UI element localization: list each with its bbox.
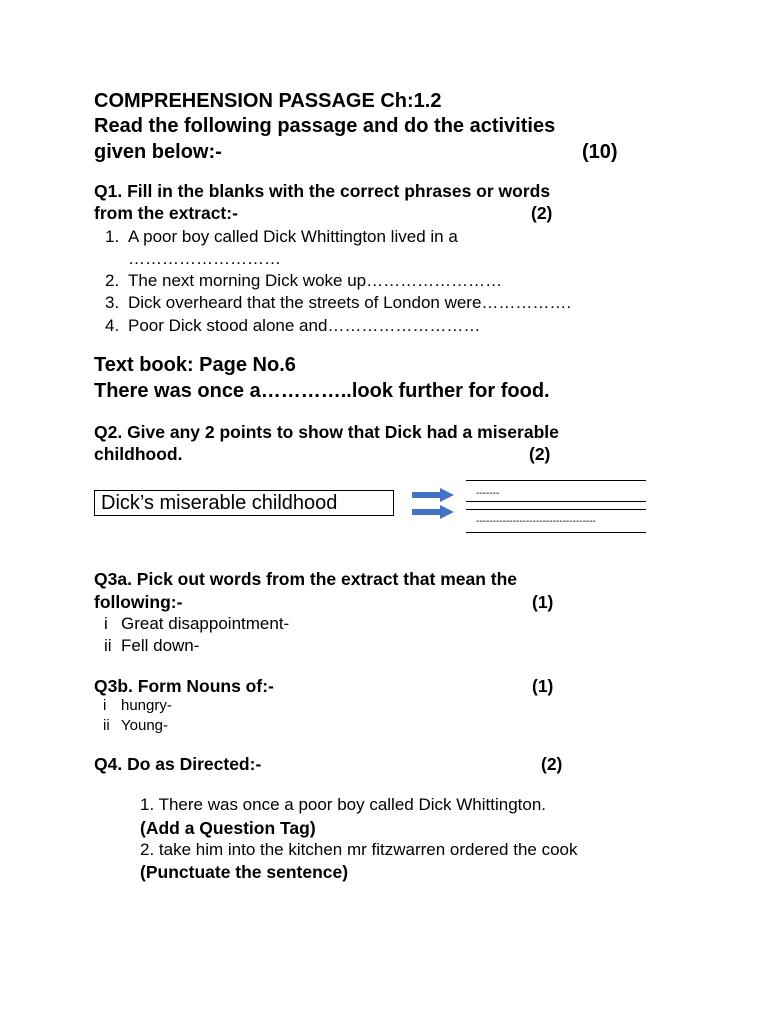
q3a-marks: (1) (532, 592, 554, 612)
right-arrow-icon (412, 488, 454, 502)
q3a-item: Fell down- (121, 636, 200, 655)
q4-item-1-instruction: (Add a Question Tag) (140, 818, 316, 838)
answer-line (466, 509, 646, 510)
answer-line (466, 501, 646, 502)
q3b-marks: (1) (532, 676, 554, 696)
q4-heading: Q4. Do as Directed:- (94, 754, 262, 774)
q1-item-number: 3. (105, 293, 120, 312)
q3b-item-number: ii (103, 717, 110, 734)
passage-range: There was once a…………..look further for food. (94, 380, 550, 402)
q1-item: Dick overheard that the streets of London were……………. (128, 293, 572, 312)
q3a-heading-line-2: following:- (94, 592, 183, 612)
q1-item-number: 1. (105, 227, 120, 246)
q3a-item-number: i (104, 614, 108, 633)
q1-heading-line-2: from the extract:- (94, 203, 238, 223)
q1-item: The next morning Dick woke up…………………… (128, 271, 503, 290)
q4-item-2-instruction: (Punctuate the sentence) (140, 862, 349, 882)
q2-marks: (2) (529, 444, 551, 464)
q2-heading-line-1: Q2. Give any 2 points to show that Dick had a miserable (94, 422, 559, 442)
total-marks: (10) (582, 141, 618, 163)
q1-marks: (2) (531, 203, 553, 223)
right-arrow-icon (412, 505, 454, 519)
q1-heading-line-1: Q1. Fill in the blanks with the correct phrases or words (94, 181, 551, 201)
q3a-item: Great disappointment- (121, 614, 290, 633)
q1-item-continuation: ……………………… (128, 249, 281, 268)
answer-line (466, 532, 646, 533)
arrows-icon (410, 486, 458, 522)
textbook-reference: Text book: Page No.6 (94, 354, 296, 376)
instruction-line-2: given below:- (94, 141, 222, 163)
worksheet-title: COMPREHENSION PASSAGE Ch:1.2 (94, 90, 442, 112)
q3a-item-number: ii (104, 636, 112, 655)
q1-item-number: 2. (105, 271, 120, 290)
q3b-item: hungry- (121, 697, 172, 714)
q4-item-2: 2. take him into the kitchen mr fitzwarren ordered the cook (140, 840, 578, 859)
q3b-item-number: i (103, 697, 107, 714)
q3b-item: Young- (121, 717, 168, 734)
answer-blank-1: ------- (476, 488, 500, 499)
q3b-heading: Q3b. Form Nouns of:- (94, 676, 274, 696)
instruction-line-1: Read the following passage and do the activities (94, 115, 556, 137)
answer-blank-2: ------------------------------------ (476, 516, 596, 527)
q1-item-number: 4. (105, 316, 120, 335)
q4-marks: (2) (541, 754, 563, 774)
q1-item: A poor boy called Dick Whittington lived in a (128, 227, 458, 246)
q3a-heading-line-1: Q3a. Pick out words from the extract that mean the (94, 569, 518, 589)
q1-item: Poor Dick stood alone and……………………… (128, 316, 481, 335)
answer-line (466, 480, 646, 481)
miserable-childhood-box: Dick’s miserable childhood (94, 490, 394, 516)
q4-item-1: 1. There was once a poor boy called Dick Whittington. (140, 795, 547, 814)
q2-heading-line-2: childhood. (94, 444, 183, 464)
